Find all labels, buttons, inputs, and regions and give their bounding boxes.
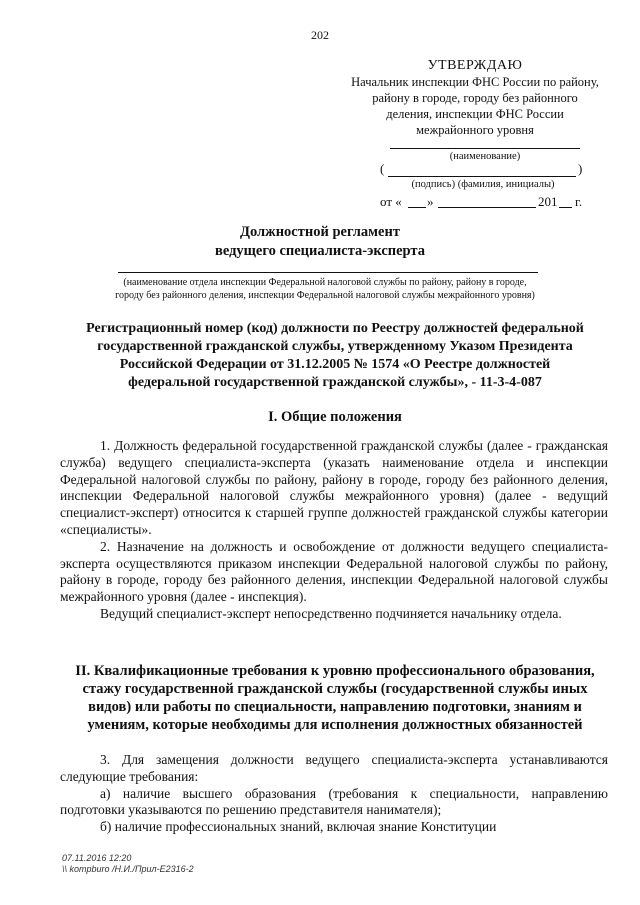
date-from: от « bbox=[380, 194, 402, 209]
paragraph: Ведущий специалист-эксперт непосредственно подчиняется начальнику отдела. bbox=[100, 605, 562, 621]
registration-line: Регистрационный номер (код) должности по Реестру должностей федеральной bbox=[86, 321, 584, 336]
section-2-title-line: умениям, которые необходимы для исполнения должностных обязанностей bbox=[87, 717, 583, 733]
department-note-line: (наименование отдела инспекции Федеральной налоговой службы по району, району в городе, bbox=[123, 277, 527, 288]
approval-line: деления, инспекции ФНС России bbox=[386, 107, 564, 121]
registration-line: Российской Федерации от 31.12.2005 № 1574 «О Реестре должностей bbox=[119, 357, 551, 372]
footer-timestamp: 07.11.2016 12:20 bbox=[62, 853, 132, 863]
document-title bbox=[0, 223, 640, 261]
paragraph: б) наличие профессиональных знаний, включая знание Конституции bbox=[100, 819, 497, 835]
paragraph: 1. Должность федеральной государственной гражданской службы (далее - гражданская служба) ведущего специалиста-эксперта (указать наименование отдела и инспекции Федеральной налоговой службы по району, району в городе, городу без районного деления, инспекции Федеральной налоговой службы межрайонного уровня) (далее - ведущий специалист-эксперт) относится к старшей группе должностей гражданской службы категории «специалисты». bbox=[60, 438, 608, 537]
footer-stamp bbox=[62, 853, 194, 875]
department-line bbox=[118, 272, 538, 273]
section-2-body bbox=[60, 752, 608, 836]
page-number: 202 bbox=[311, 28, 329, 42]
date-year-line bbox=[559, 207, 572, 208]
signature-caption: (подпись) (фамилия, инициалы) bbox=[411, 179, 555, 190]
name-line bbox=[390, 148, 580, 149]
approval-line: району в городе, городу без районного bbox=[372, 91, 578, 105]
section-2-title-line: видов) или работы по специальности, направлению подготовки, знаниям и bbox=[88, 699, 582, 715]
title-line: Должностной регламент bbox=[240, 224, 400, 240]
registration-line: государственной гражданской службы, утвержденному Указом Президента bbox=[97, 339, 573, 354]
approval-heading: УТВЕРЖДАЮ bbox=[427, 58, 523, 73]
registration-block bbox=[60, 320, 610, 392]
date-suffix: г. bbox=[575, 194, 583, 209]
date-mid: » bbox=[427, 194, 434, 209]
approval-block bbox=[330, 58, 620, 138]
section-1-title: I. Общие положения bbox=[268, 409, 402, 425]
footer-path: \\ kompburo /Н.И./Прил-E2316-2 bbox=[62, 864, 194, 874]
signature-close-paren: ) bbox=[578, 161, 583, 176]
signature-line bbox=[388, 176, 576, 177]
approval-line: межрайонного уровня bbox=[416, 123, 534, 137]
section-2-title bbox=[60, 662, 610, 734]
date-year: 201 bbox=[538, 194, 558, 209]
section-2-title-line: II. Квалификационные требования к уровню профессионального образования, bbox=[75, 663, 595, 679]
registration-line: федеральной государственной гражданской службы», - 11-3-4-087 bbox=[128, 375, 542, 390]
paragraph: 3. Для замещения должности ведущего специалиста-эксперта устанавливаются следующие требования: bbox=[60, 752, 608, 784]
department-note bbox=[90, 276, 560, 302]
title-line: ведущего специалиста-эксперта bbox=[215, 243, 425, 259]
department-note-line: городу без районного деления, инспекции Федеральной налоговой службы межрайонного уровня) bbox=[115, 290, 535, 301]
date-day-line bbox=[408, 207, 426, 208]
approval-line: Начальник инспекции ФНС России по району, bbox=[351, 75, 599, 89]
section-2-title-line: стажу государственной гражданской службы (государственной службы иных bbox=[82, 681, 588, 697]
date-month-line bbox=[438, 207, 536, 208]
paragraph: 2. Назначение на должность и освобождение от должности ведущего специалиста-эксперта осуществляются приказом инспекции Федеральной налоговой службы по району, району в городе, городу без районного деления, инспекции Федеральной налоговой службы межрайонного уровня (далее - инспекция). bbox=[60, 538, 608, 605]
section-1-body bbox=[60, 438, 608, 623]
paragraph: а) наличие высшего образования (требования к специальности, направлению подготовки указываются по решению представителя нанимателя); bbox=[60, 785, 608, 818]
name-caption: (наименование) bbox=[449, 151, 521, 162]
signature-open-paren: ( bbox=[380, 161, 385, 176]
